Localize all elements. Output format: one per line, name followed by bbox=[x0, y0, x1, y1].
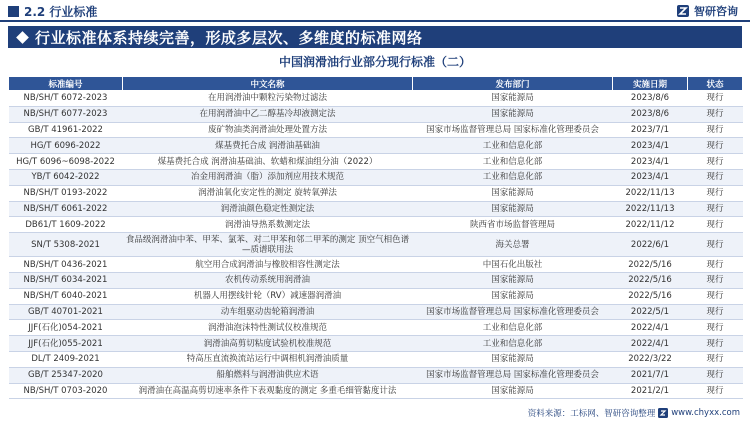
cell-date: 2023/8/6 bbox=[613, 91, 688, 107]
cell-status: 现行 bbox=[688, 336, 743, 352]
cell-status: 现行 bbox=[688, 383, 743, 399]
table-row bbox=[9, 91, 743, 107]
cell-name: 润滑油泡沫特性测试仪校准规范 bbox=[123, 320, 413, 336]
cell-name: 废矿物油类润滑油处理处置方法 bbox=[123, 122, 413, 138]
cell-department: 国家市场监督管理总局 国家标准化管理委员会 bbox=[413, 122, 613, 138]
section-title: 2.2 行业标准 bbox=[24, 5, 98, 19]
cell-department: 工业和信息化部 bbox=[413, 138, 613, 154]
cell-name: 食品级润滑油中苯、甲苯、氯苯、对二甲苯和邻二甲苯的测定 顶空气相色谱—质谱联用法 bbox=[123, 233, 413, 257]
source-logo-icon bbox=[658, 408, 668, 418]
cell-date: 2023/8/6 bbox=[613, 106, 688, 122]
cell-department: 中国石化出版社 bbox=[413, 257, 613, 273]
cell-name: 动车组驱动齿轮箱润滑油 bbox=[123, 304, 413, 320]
cell-name: 在用润滑油中乙二醇基冷却液测定法 bbox=[123, 106, 413, 122]
cell-date: 2022/5/1 bbox=[613, 304, 688, 320]
table-body bbox=[9, 91, 743, 399]
cell-date: 2023/7/1 bbox=[613, 122, 688, 138]
cell-name: 在用润滑油中颗粒污染物过滤法 bbox=[123, 91, 413, 107]
cell-code: NB/SH/T 6034-2021 bbox=[9, 272, 123, 288]
header-divider bbox=[0, 20, 750, 22]
cell-department: 工业和信息化部 bbox=[413, 154, 613, 170]
table-row bbox=[9, 185, 743, 201]
column-header-department: 发布部门 bbox=[413, 77, 613, 91]
cell-date: 2022/5/16 bbox=[613, 257, 688, 273]
cell-code: SN/T 5308-2021 bbox=[9, 233, 123, 257]
source-note bbox=[528, 407, 740, 419]
cell-status: 现行 bbox=[688, 106, 743, 122]
cell-name: 润滑油高剪切粘度试验机校准规范 bbox=[123, 336, 413, 352]
cell-date: 2022/5/16 bbox=[613, 272, 688, 288]
table-row bbox=[9, 304, 743, 320]
cell-status: 现行 bbox=[688, 185, 743, 201]
cell-name: 冶金用润滑油（脂）添加剂应用技术规范 bbox=[123, 169, 413, 185]
diamond-icon bbox=[16, 31, 29, 44]
column-header-name: 中文名称 bbox=[123, 77, 413, 91]
cell-status: 现行 bbox=[688, 91, 743, 107]
cell-date: 2022/4/1 bbox=[613, 320, 688, 336]
cell-date: 2023/4/1 bbox=[613, 138, 688, 154]
cell-status: 现行 bbox=[688, 154, 743, 170]
cell-department: 国家能源局 bbox=[413, 351, 613, 367]
cell-department: 国家能源局 bbox=[413, 91, 613, 107]
table-row bbox=[9, 257, 743, 273]
source-url: www.chyxx.com bbox=[671, 408, 740, 418]
cell-status: 现行 bbox=[688, 272, 743, 288]
cell-date: 2022/3/22 bbox=[613, 351, 688, 367]
cell-name: 煤基费托合成 润滑油基础油 bbox=[123, 138, 413, 154]
cell-name: 润滑油导热系数测定法 bbox=[123, 217, 413, 233]
cell-status: 现行 bbox=[688, 233, 743, 257]
cell-code: GB/T 40701-2021 bbox=[9, 304, 123, 320]
standards-table bbox=[8, 76, 743, 399]
column-header-status: 状态 bbox=[688, 77, 743, 91]
cell-status: 现行 bbox=[688, 351, 743, 367]
cell-department: 工业和信息化部 bbox=[413, 320, 613, 336]
table-row bbox=[9, 154, 743, 170]
cell-code: JJF(石化)054-2021 bbox=[9, 320, 123, 336]
cell-department: 国家市场监督管理总局 国家标准化管理委员会 bbox=[413, 367, 613, 383]
cell-name: 航空用合成润滑油与橡胶相容性测定法 bbox=[123, 257, 413, 273]
table-row bbox=[9, 351, 743, 367]
cell-date: 2021/7/1 bbox=[613, 367, 688, 383]
cell-code: HG/T 6096-2022 bbox=[9, 138, 123, 154]
cell-date: 2022/11/12 bbox=[613, 217, 688, 233]
cell-date: 2021/2/1 bbox=[613, 383, 688, 399]
table-row bbox=[9, 320, 743, 336]
cell-date: 2023/4/1 bbox=[613, 154, 688, 170]
cell-status: 现行 bbox=[688, 304, 743, 320]
cell-department: 国家能源局 bbox=[413, 185, 613, 201]
cell-status: 现行 bbox=[688, 288, 743, 304]
table-row bbox=[9, 367, 743, 383]
cell-code: DB61/T 1609-2022 bbox=[9, 217, 123, 233]
table-row bbox=[9, 336, 743, 352]
headline-text: 行业标准体系持续完善，形成多层次、多维度的标准网络 bbox=[35, 28, 423, 47]
table-row bbox=[9, 288, 743, 304]
cell-code: NB/SH/T 0436-2021 bbox=[9, 257, 123, 273]
table-row bbox=[9, 233, 743, 257]
table-row bbox=[9, 169, 743, 185]
cell-department: 陕西省市场监督管理局 bbox=[413, 217, 613, 233]
table-row bbox=[9, 106, 743, 122]
cell-code: HG/T 6096~6098-2022 bbox=[9, 154, 123, 170]
cell-code: NB/SH/T 0193-2022 bbox=[9, 185, 123, 201]
cell-date: 2022/11/13 bbox=[613, 185, 688, 201]
cell-department: 国家能源局 bbox=[413, 383, 613, 399]
cell-status: 现行 bbox=[688, 201, 743, 217]
cell-date: 2022/11/13 bbox=[613, 201, 688, 217]
square-bullet-icon bbox=[8, 6, 19, 17]
table-row bbox=[9, 383, 743, 399]
cell-code: NB/SH/T 0703-2020 bbox=[9, 383, 123, 399]
cell-department: 国家能源局 bbox=[413, 288, 613, 304]
cell-department: 国家能源局 bbox=[413, 106, 613, 122]
brand-name: 智研咨询 bbox=[694, 5, 738, 18]
table-title: 中国润滑油行业部分现行标准（二） bbox=[278, 55, 471, 69]
column-header-code: 标准编号 bbox=[9, 77, 123, 91]
cell-status: 现行 bbox=[688, 122, 743, 138]
table-row bbox=[9, 122, 743, 138]
cell-code: NB/SH/T 6077-2023 bbox=[9, 106, 123, 122]
cell-name: 农机传动系统用润滑油 bbox=[123, 272, 413, 288]
cell-status: 现行 bbox=[688, 138, 743, 154]
cell-department: 海关总署 bbox=[413, 233, 613, 257]
cell-name: 润滑油颜色稳定性测定法 bbox=[123, 201, 413, 217]
cell-status: 现行 bbox=[688, 169, 743, 185]
cell-name: 机器人用摆线针轮（RV）减速器润滑油 bbox=[123, 288, 413, 304]
cell-name: 煤基费托合成 润滑油基础油、软蜡和煤油组分油（2022） bbox=[123, 154, 413, 170]
table-row bbox=[9, 217, 743, 233]
brand-logo-icon bbox=[676, 4, 690, 18]
cell-date: 2022/5/16 bbox=[613, 288, 688, 304]
cell-department: 工业和信息化部 bbox=[413, 169, 613, 185]
top-bar bbox=[0, 0, 750, 22]
cell-code: YB/T 6042-2022 bbox=[9, 169, 123, 185]
cell-status: 现行 bbox=[688, 257, 743, 273]
cell-status: 现行 bbox=[688, 320, 743, 336]
cell-name: 船舶燃料与润滑油供应术语 bbox=[123, 367, 413, 383]
cell-code: JJF(石化)055-2021 bbox=[9, 336, 123, 352]
cell-code: DL/T 2409-2021 bbox=[9, 351, 123, 367]
cell-date: 2022/6/1 bbox=[613, 233, 688, 257]
cell-code: NB/SH/T 6061-2022 bbox=[9, 201, 123, 217]
cell-date: 2022/4/1 bbox=[613, 336, 688, 352]
column-header-date: 实施日期 bbox=[613, 77, 688, 91]
cell-name: 特高压直流换流站运行中调相机润滑油质量 bbox=[123, 351, 413, 367]
table-row bbox=[9, 272, 743, 288]
cell-department: 国家市场监督管理总局 国家标准化管理委员会 bbox=[413, 304, 613, 320]
section-label bbox=[8, 3, 97, 20]
cell-code: GB/T 25347-2020 bbox=[9, 367, 123, 383]
cell-status: 现行 bbox=[688, 367, 743, 383]
headline-banner bbox=[8, 26, 742, 48]
cell-code: NB/SH/T 6072-2023 bbox=[9, 91, 123, 107]
cell-code: GB/T 41961-2022 bbox=[9, 122, 123, 138]
table-header-row bbox=[9, 77, 743, 91]
cell-name: 润滑油氧化安定性的测定 旋转氧弹法 bbox=[123, 185, 413, 201]
table-row bbox=[9, 201, 743, 217]
cell-date: 2023/4/1 bbox=[613, 169, 688, 185]
source-text: 资料来源：工标网、智研咨询整理 bbox=[527, 409, 656, 419]
cell-department: 国家能源局 bbox=[413, 272, 613, 288]
cell-name: 润滑油在高温高剪切速率条件下表观黏度的测定 多重毛细管黏度计法 bbox=[123, 383, 413, 399]
cell-department: 国家能源局 bbox=[413, 201, 613, 217]
brand bbox=[676, 3, 738, 19]
table-row bbox=[9, 138, 743, 154]
cell-code: NB/SH/T 6040-2021 bbox=[9, 288, 123, 304]
cell-status: 现行 bbox=[688, 217, 743, 233]
cell-department: 工业和信息化部 bbox=[413, 336, 613, 352]
